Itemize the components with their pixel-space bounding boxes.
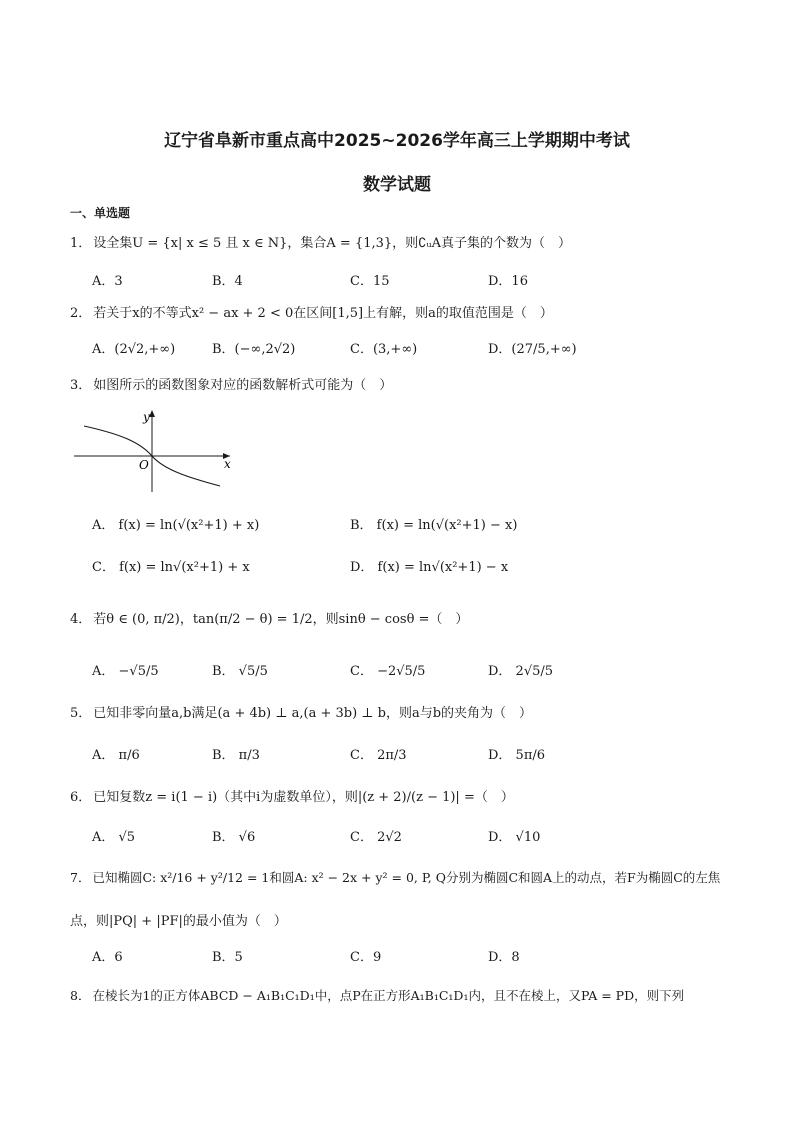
question-7-continued [70, 910, 287, 929]
exam-subtitle: 数学试题 [363, 175, 431, 195]
y-axis-label: y [143, 410, 150, 424]
question-number: 7． [70, 870, 91, 885]
option-c: C． −2√5/5 [350, 664, 426, 679]
option-c: C．(3,+∞) [350, 342, 418, 357]
option-a: A． f(x) = ln(√(x²+1) + x) [92, 518, 260, 533]
question-4 [70, 608, 468, 627]
option-c: C． 2π/3 [350, 748, 407, 763]
y-axis-arrow [149, 410, 155, 417]
option-d: D． f(x) = ln√(x²+1) − x [350, 560, 509, 575]
question-text: 如图所示的函数图象对应的函数解析式可能为（ ） [93, 378, 393, 393]
option-c: C． f(x) = ln√(x²+1) + x [92, 560, 250, 575]
question-number: 1． [70, 236, 92, 251]
question-5 [70, 702, 532, 721]
function-graph [70, 406, 240, 496]
question-text: 已知非零向量a,b满足(a + 4b) ⊥ a,(a + 3b) ⊥ b，则a与b的夹角为（ ） [93, 706, 533, 721]
option-c: C．15 [350, 274, 390, 289]
option-a: A．3 [92, 274, 123, 289]
option-c: C．9 [350, 950, 382, 965]
question-number: 4． [70, 612, 92, 627]
question-3 [70, 374, 392, 393]
question-number: 3． [70, 378, 92, 393]
option-d: D．16 [488, 274, 528, 289]
question-number: 8． [70, 988, 91, 1003]
question-text: 若关于x的不等式x² − ax + 2 < 0在区间[1,5]上有解，则a的取值范围是（ ） [93, 306, 553, 321]
option-b: B． π/3 [212, 748, 260, 763]
question-text-continued: 点，则|PQ| + |PF|的最小值为（ ） [70, 914, 287, 929]
question-text: 在棱长为1的正方体ABCD − A₁B₁C₁D₁中，点P在正方形A₁B₁C₁D₁内，且不在棱上，又PA = PD，则下列 [92, 988, 685, 1003]
question-6 [70, 786, 514, 805]
option-c: C． 2√2 [350, 830, 402, 845]
question-text: 已知椭圆C: x²/16 + y²/12 = 1和圆A: x² − 2x + y² = 0, P, Q分别为椭圆C和圆A上的动点，若F为椭圆C的左焦 [92, 870, 721, 885]
question-number: 2． [70, 306, 92, 321]
option-b: B．(−∞,2√2) [212, 342, 296, 357]
origin-label: O [139, 458, 149, 472]
question-1 [70, 232, 571, 251]
option-a: A． π/6 [92, 748, 140, 763]
question-number: 6． [70, 790, 92, 805]
option-a: A． √5 [92, 830, 136, 845]
option-d: D．8 [488, 950, 520, 965]
question-text: 若θ ∈ (0, π/2)，tan(π/2 − θ) = 1/2，则sinθ − cosθ =（ ） [93, 612, 469, 627]
question-7 [70, 868, 720, 886]
section-heading: 一、单选题 [70, 206, 131, 220]
option-b: B．4 [212, 274, 243, 289]
question-number: 5． [70, 706, 92, 721]
option-d: D． √10 [488, 830, 541, 845]
option-a: A．6 [92, 950, 123, 965]
option-b: B． √5/5 [212, 664, 268, 679]
option-b: B．5 [212, 950, 243, 965]
option-d: D． 5π/6 [488, 748, 546, 763]
option-a: A． −√5/5 [92, 664, 159, 679]
option-d: D． 2√5/5 [488, 664, 554, 679]
option-a: A．(2√2,+∞) [92, 342, 176, 357]
option-b: B． √6 [212, 830, 256, 845]
option-d: D．(27/5,+∞) [488, 342, 577, 357]
exam-title: 辽宁省阜新市重点高中2025~2026学年高三上学期期中考试 [164, 131, 630, 151]
question-text: 设全集U = {x| x ≤ 5 且 x ∈ N}，集合A = {1,3}，则∁ᵤA真子集的个数为（ ） [93, 236, 572, 251]
option-b: B． f(x) = ln(√(x²+1) − x) [350, 518, 518, 533]
question-text: 已知复数z = i(1 − i)（其中i为虚数单位），则|(z + 2)/(z − 1)| =（ ） [93, 790, 514, 805]
x-axis-label: x [224, 457, 231, 471]
question-8 [70, 986, 684, 1004]
question-2 [70, 302, 553, 321]
